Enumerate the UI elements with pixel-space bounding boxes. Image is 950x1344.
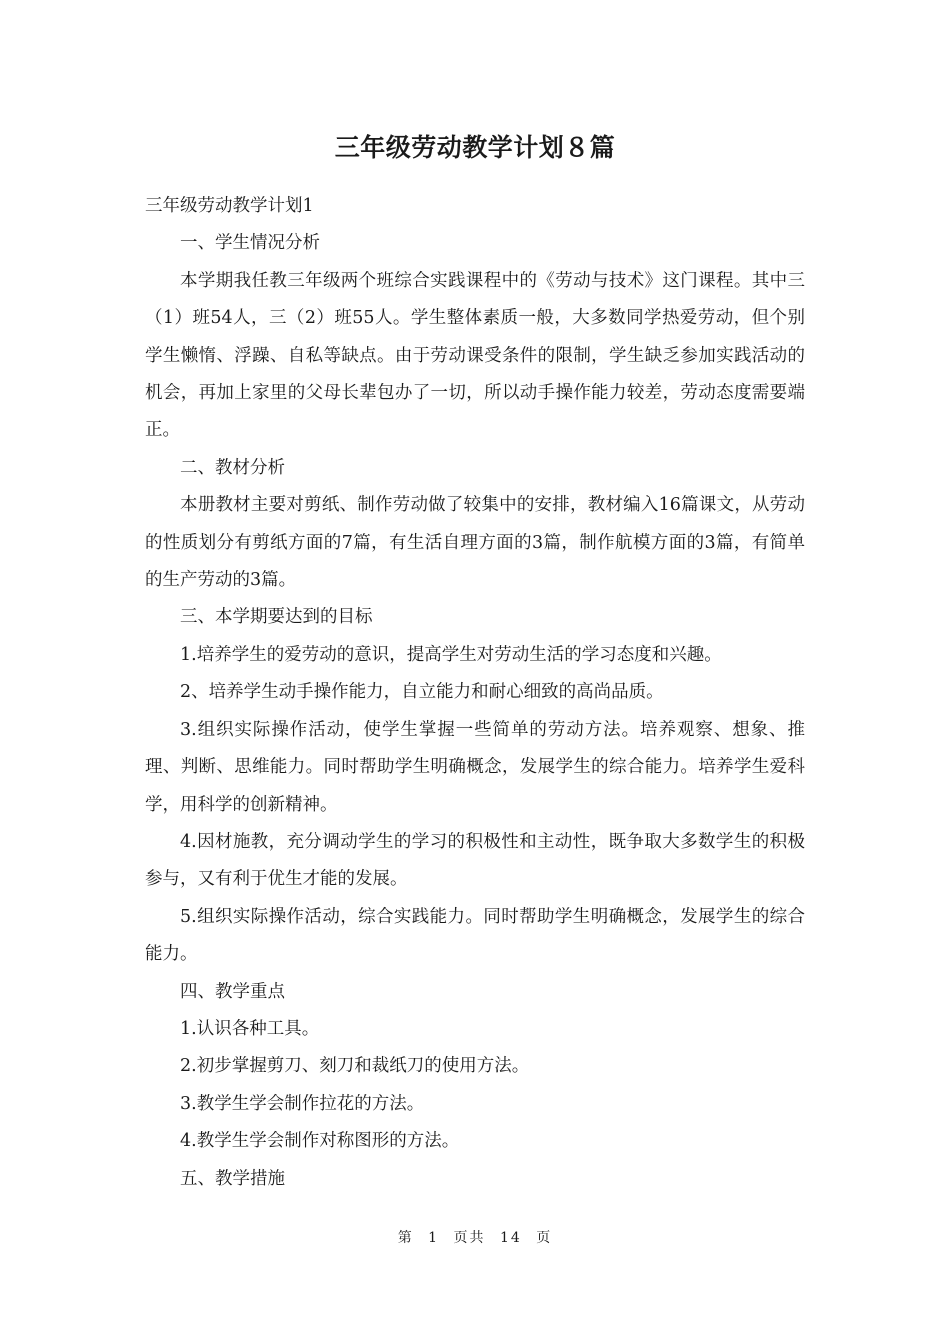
paragraph-key-point-3: 3.教学生学会制作拉花的方法。 — [180, 1093, 425, 1114]
paragraph-heading-measures: 五、教学措施 — [180, 1168, 285, 1189]
paragraph-heading-goals: 三、本学期要达到的目标 — [180, 607, 373, 628]
document-body — [145, 188, 805, 1198]
paragraph-key-point-4: 4.教学生学会制作对称图形的方法。 — [180, 1131, 460, 1152]
paragraph-key-point-1: 1.认识各种工具。 — [180, 1018, 320, 1039]
paragraph-goal-1: 1.培养学生的爱劳动的意识，提高学生对劳动生活的学习态度和兴趣。 — [180, 644, 722, 665]
paragraph-goal-2: 2、培养学生动手操作能力，自立能力和耐心细致的高尚品质。 — [180, 682, 664, 703]
page-number-footer: 第 1 页共 14 页 — [397, 1230, 553, 1246]
paragraph-heading-student-analysis: 一、学生情况分析 — [180, 233, 320, 254]
paragraph-goal-5: 5.组织实际操作活动，综合实践能力。同时帮助学生明确概念，发展学生的综合能力。 — [145, 906, 805, 965]
paragraph-student-analysis: 本学期我任教三年级两个班综合实践课程中的《劳动与技术》这门课程。其中三（1）班54人，三（2）班55人。学生整体素质一般，大多数同学热爱劳动，但个别学生懒惰、浮躁、自私等缺点。由于劳动课受条件的限制，学生缺乏参加实践活动的机会，再加上家里的父母长辈包办了一切，所以动手操作能力较差，劳动态度需要端正。 — [145, 270, 805, 441]
paragraph-heading-textbook-analysis: 二、教材分析 — [180, 457, 285, 478]
paragraph-heading-key-points: 四、教学重点 — [180, 981, 285, 1002]
paragraph-textbook-analysis: 本册教材主要对剪纸、制作劳动做了较集中的安排，教材编入16篇课文，从劳动的性质划分有剪纸方面的7篇，有生活自理方面的3篇，制作航模方面的3篇，有简单的生产劳动的3篇。 — [145, 495, 805, 591]
paragraph-goal-3: 3.组织实际操作活动，使学生掌握一些简单的劳动方法。培养观察、想象、推理、判断、思维能力。同时帮助学生明确概念，发展学生的综合能力。培养学生爱科学，用科学的创新精神。 — [145, 719, 805, 815]
document-title: 三年级劳动教学计划８篇 — [334, 133, 616, 162]
section-heading-plan-1: 三年级劳动教学计划1 — [145, 196, 314, 216]
paragraph-key-point-2: 2.初步掌握剪刀、刻刀和裁纸刀的使用方法。 — [180, 1056, 530, 1077]
paragraph-goal-4: 4.因材施教，充分调动学生的学习的积极性和主动性，既争取大多数学生的积极参与，又有利于优生才能的发展。 — [145, 831, 805, 890]
